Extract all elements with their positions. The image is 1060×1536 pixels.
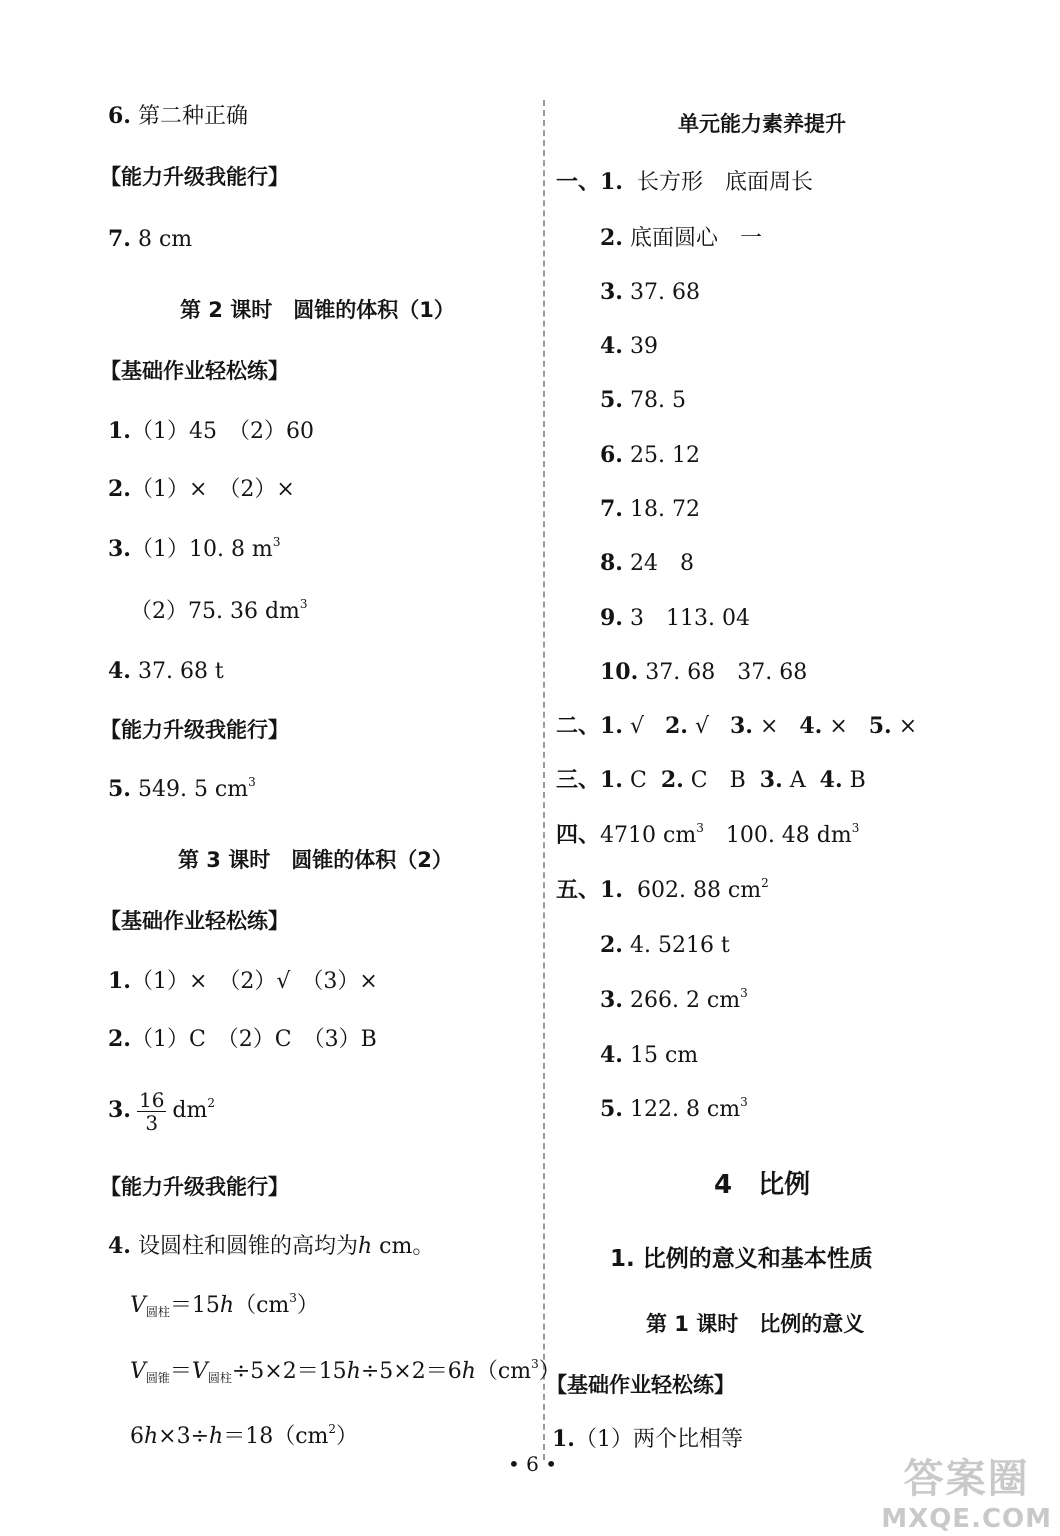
answer-text: 设圆柱和圆锥的高均为: [137, 1234, 358, 1259]
answer-text: 37. 68 37. 68: [645, 660, 808, 685]
answer-line-4: [108, 657, 224, 686]
answer-text: 602. 88 cm: [636, 878, 762, 903]
answer-text: 37. 68 t: [137, 659, 224, 684]
item-number: 5.: [600, 387, 623, 413]
formula-base-area: [130, 1423, 358, 1451]
variable: V: [130, 1359, 146, 1384]
column-divider: [543, 100, 545, 1460]
formula-text: ÷5×2＝6: [360, 1359, 462, 1384]
formula-text: （cm: [234, 1293, 290, 1318]
answer-choice: C B: [690, 768, 746, 793]
exponent: 3: [531, 1357, 539, 1371]
heading-ability-upgrade: 【能力升级我能行】: [100, 1175, 289, 1199]
answer-text: 122. 8 cm: [629, 1097, 741, 1122]
answer-text: 24 8: [629, 551, 694, 576]
review-line-1-7: [600, 495, 700, 524]
variable: V: [130, 1293, 146, 1318]
item-number: 三、1.: [556, 767, 623, 793]
formula-text: ）: [296, 1293, 319, 1318]
review-line-1-2: [600, 224, 762, 253]
item-number: 7.: [600, 496, 623, 522]
fraction: [137, 1089, 166, 1134]
item-number: 7.: [108, 226, 131, 252]
heading-ability-upgrade: 【能力升级我能行】: [100, 165, 289, 189]
answer-mark: ×: [759, 714, 779, 739]
answer-choice: C: [629, 768, 647, 793]
answer-line-1: [552, 1425, 743, 1454]
item-number: 5.: [108, 776, 131, 802]
exponent: 3: [272, 535, 281, 549]
item-number: 4.: [819, 767, 843, 793]
item-number: 4.: [108, 658, 131, 684]
answer-text: 4. 5216 t: [629, 933, 730, 958]
answer-text: 78. 5: [629, 388, 686, 413]
item-number: 1.: [108, 418, 131, 444]
review-section-5-5: [600, 1095, 748, 1124]
exponent: 3: [740, 986, 748, 1000]
chapter-title: 4 比例: [714, 1170, 811, 1200]
review-line-1-10: [600, 658, 807, 687]
answer-text: （1）× （2）×: [130, 477, 295, 502]
item-number: 2.: [664, 713, 688, 739]
variable: V: [191, 1359, 208, 1384]
answer-text: 15 cm: [629, 1043, 699, 1068]
formula-text: ÷5×2＝15: [231, 1359, 347, 1384]
answer-text: 8 cm: [137, 227, 193, 252]
formula-text: 6: [130, 1424, 144, 1449]
item-number: 二、1.: [556, 713, 623, 739]
answer-line-2: [108, 475, 295, 504]
review-section-4: [556, 821, 859, 850]
review-section-5-3: [600, 986, 748, 1015]
item-number: 3.: [759, 767, 783, 793]
item-number: 4.: [600, 1042, 623, 1068]
answer-text: （1）C （2）C （3）B: [130, 1027, 377, 1052]
fraction-numerator: 16: [138, 1087, 165, 1112]
exponent: 3: [248, 775, 256, 789]
review-line-1-8: [600, 549, 694, 578]
answer-text: 3 113. 04: [629, 606, 750, 631]
variable: h: [346, 1359, 361, 1384]
lesson-title-cone-volume-2: 第 3 课时 圆锥的体积（2）: [178, 848, 453, 872]
answer-unit: dm: [172, 1098, 208, 1123]
item-number: 2.: [660, 767, 684, 793]
review-section-3: [556, 766, 866, 795]
heading-ability-upgrade: 【能力升级我能行】: [100, 718, 289, 742]
formula-text: ）: [336, 1424, 359, 1449]
page-number: • 6 •: [508, 1452, 558, 1476]
formula-text: （cm: [475, 1359, 532, 1384]
answer-text: （1）× （2）√ （3）×: [130, 969, 378, 994]
item-number: 4.: [600, 333, 623, 359]
watermark-text: 答案圈: [903, 1456, 1030, 1502]
heading-basic-practice: 【基础作业轻松练】: [100, 909, 289, 933]
item-number: 2.: [108, 1026, 131, 1052]
answer-line-7: [108, 225, 192, 254]
formula-text: ）: [538, 1359, 561, 1384]
subscript: 圆柱: [145, 1305, 170, 1319]
formula-text: ＝18（cm: [223, 1424, 329, 1449]
exponent: 2: [207, 1096, 216, 1110]
item-number: 4.: [108, 1233, 131, 1259]
watermark-logo: [881, 1447, 1052, 1534]
answer-text: 底面圆心 一: [629, 226, 762, 251]
answer-text: 长方形 底面周长: [636, 170, 813, 195]
lesson-title: 第 1 课时 比例的意义: [646, 1312, 865, 1336]
answer-text: 4710 cm: [600, 823, 697, 848]
item-number: 一、1.: [556, 169, 623, 195]
item-number: 2.: [600, 932, 623, 958]
exponent: 3: [740, 1095, 748, 1109]
answer-line-3: [108, 535, 280, 564]
review-line-1-6: [600, 441, 700, 470]
heading-basic-practice: 【基础作业轻松练】: [100, 359, 289, 383]
item-number: 10.: [600, 659, 639, 685]
subscript: 圆锥: [145, 1371, 170, 1385]
review-section-5-2: [600, 931, 730, 960]
answer-line-5: [108, 775, 256, 804]
item-number: 2.: [108, 476, 131, 502]
variable: h: [219, 1293, 235, 1318]
item-number: 1.: [552, 1426, 575, 1452]
answer-mark: ×: [829, 714, 848, 739]
item-number: 3.: [108, 536, 131, 562]
variable: h: [209, 1424, 224, 1449]
answer-line-3-part2: [130, 598, 308, 626]
answer-text: （1）45 （2）60: [130, 419, 314, 444]
watermark-url: MXQE.COM: [881, 1504, 1052, 1534]
answer-text: 25. 12: [629, 443, 700, 468]
exponent: 3: [851, 821, 860, 835]
answer-text: （2）75. 36 dm: [130, 599, 300, 624]
answer-mark: √: [694, 714, 709, 739]
variable: h: [357, 1234, 373, 1259]
answer-mark: √: [629, 714, 644, 739]
section-title: 1. 比例的意义和基本性质: [610, 1246, 873, 1272]
exponent: 3: [696, 821, 704, 835]
answer-mark: ×: [898, 714, 918, 739]
answer-choice: A: [789, 768, 806, 793]
formula-cone-volume: [130, 1358, 561, 1386]
item-number: 6.: [108, 103, 131, 129]
review-section-5-4: [600, 1041, 698, 1070]
review-line-1-9: [600, 604, 750, 633]
answer-text: （1）10. 8 m: [130, 537, 273, 562]
answer-line-2: [108, 1025, 377, 1054]
answer-line-4-setup: [108, 1232, 434, 1261]
fraction-denominator: 3: [145, 1110, 159, 1135]
answer-text: （1）两个比相等: [574, 1427, 743, 1452]
unit-review-title: 单元能力素养提升: [678, 112, 846, 136]
exponent: 2: [761, 876, 769, 890]
item-number: 3.: [108, 1097, 131, 1123]
exponent: 3: [289, 1291, 297, 1305]
item-number: 8.: [600, 550, 623, 576]
lesson-title-cone-volume-1: 第 2 课时 圆锥的体积（1）: [180, 298, 455, 322]
answer-text: cm。: [372, 1234, 435, 1259]
answer-line-1: [108, 417, 314, 446]
item-number: 3.: [600, 987, 623, 1013]
formula-text: ×3÷: [158, 1424, 210, 1449]
formula-cylinder-volume: [130, 1292, 319, 1320]
item-number: 四、: [556, 822, 601, 848]
subscript: 圆柱: [207, 1371, 232, 1385]
answer-text: 39: [629, 334, 658, 359]
review-section-2: [556, 712, 917, 741]
formula-text: ＝: [169, 1359, 192, 1384]
exponent: 3: [299, 597, 308, 611]
variable: h: [144, 1424, 159, 1449]
item-number: 5.: [600, 1096, 623, 1122]
formula-text: ＝15: [169, 1293, 220, 1318]
answer-text: 18. 72: [629, 497, 700, 522]
answer-text: 第二种正确: [137, 104, 248, 129]
item-number: 5.: [868, 713, 892, 739]
heading-basic-practice: 【基础作业轻松练】: [546, 1373, 735, 1397]
review-section-5-1: [556, 876, 769, 905]
answer-text: 37. 68: [629, 280, 700, 305]
review-line-1-4: [600, 332, 658, 361]
item-number: 3.: [729, 713, 753, 739]
answer-text: 100. 48 dm: [703, 823, 852, 848]
item-number: 6.: [600, 442, 623, 468]
item-number: 3.: [600, 279, 623, 305]
item-number: 4.: [799, 713, 823, 739]
item-number: 9.: [600, 605, 623, 631]
item-number: 1.: [108, 968, 131, 994]
exponent: 2: [328, 1422, 337, 1436]
answer-text: 549. 5 cm: [137, 777, 249, 802]
answer-line-6: [108, 102, 248, 131]
item-number: 五、1.: [556, 877, 623, 903]
answer-line-1: [108, 967, 378, 996]
variable: h: [461, 1359, 476, 1384]
review-line-1-1: [556, 168, 813, 197]
answer-line-3-fraction: [108, 1082, 215, 1139]
review-line-1-3: [600, 278, 700, 307]
answer-text: 266. 2 cm: [629, 988, 741, 1013]
answer-choice: B: [849, 768, 866, 793]
review-line-1-5: [600, 386, 686, 415]
item-number: 2.: [600, 225, 623, 251]
